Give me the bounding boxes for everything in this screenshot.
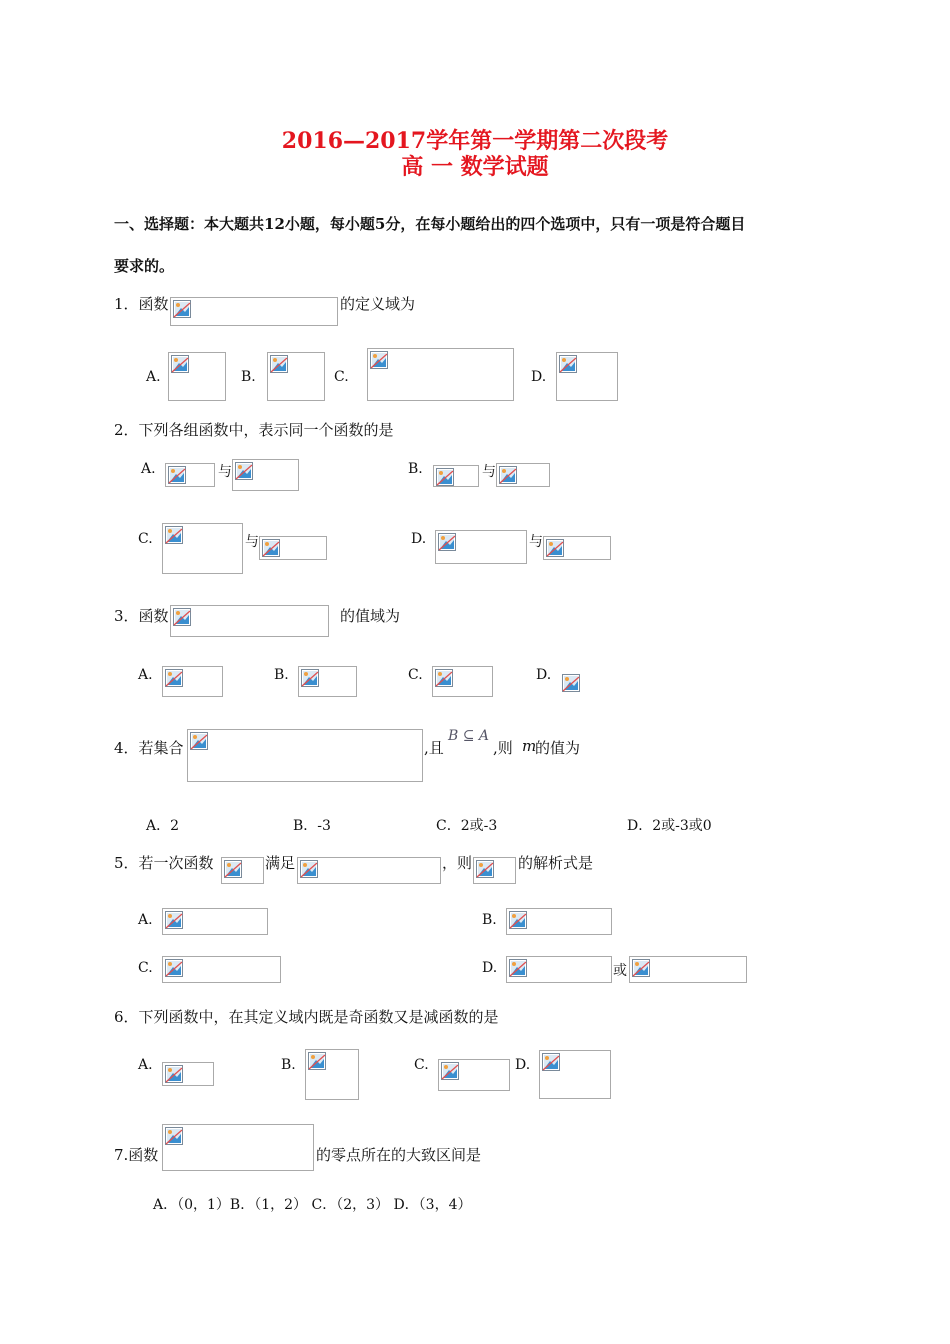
q1-option-a-label: A. (146, 369, 161, 385)
formula-image (496, 463, 550, 487)
formula-image (433, 465, 479, 487)
q4-stem-mid: ,且 (424, 739, 444, 757)
broken-image-icon (499, 466, 517, 484)
formula-image (221, 857, 264, 884)
q2-option-a-label: A. (141, 461, 156, 477)
q3-option-c-label: C. (408, 667, 423, 683)
q3-option-d-label: D. (536, 667, 552, 683)
formula-image (168, 352, 226, 401)
broken-image-icon (509, 959, 527, 977)
q4-option-b: B．-3 (293, 818, 331, 834)
q1-option-b-label: B. (241, 369, 256, 385)
joiner-text: 与 (482, 464, 496, 480)
broken-image-icon (173, 300, 191, 318)
q3-option-b-label: B. (274, 667, 289, 683)
q1-option-d-label: D. (531, 369, 547, 385)
broken-image-icon (546, 539, 564, 557)
broken-image-icon (308, 1052, 326, 1070)
q2-option-b-label: B. (408, 461, 423, 477)
broken-image-icon (562, 674, 580, 692)
formula-image (435, 530, 527, 564)
formula-image (473, 857, 516, 884)
q2-stem: 2．下列各组函数中，表示同一个函数的是 (114, 421, 394, 439)
broken-image-icon (476, 860, 494, 878)
formula-image (165, 463, 215, 487)
formula-image (297, 857, 441, 884)
q2-option-d-label: D. (411, 531, 427, 547)
formula-image (162, 523, 243, 574)
q5-option-c-label: C. (138, 960, 153, 976)
exam-subtitle: 高 一 数学试题 (401, 154, 549, 180)
q1-stem-end: 的定义域为 (340, 295, 416, 313)
or-text: 或 (613, 963, 627, 979)
broken-image-icon (436, 468, 454, 486)
broken-image-icon (168, 466, 186, 484)
formula-image (438, 1059, 510, 1091)
q6-option-c-label: C. (414, 1057, 429, 1073)
broken-image-icon (441, 1062, 459, 1080)
broken-image-icon (370, 351, 388, 369)
q1-option-c-label: C. (334, 369, 349, 385)
broken-image-icon (542, 1053, 560, 1071)
q7-stem-start: 7.函数 (114, 1146, 159, 1164)
broken-image-icon (300, 860, 318, 878)
broken-image-icon (165, 911, 183, 929)
formula-image (162, 1124, 314, 1171)
broken-image-icon (224, 860, 242, 878)
broken-image-icon (165, 959, 183, 977)
q4-option-a: A．2 (146, 818, 180, 834)
broken-image-icon (438, 533, 456, 551)
q6-option-d-label: D. (515, 1057, 531, 1073)
q3-stem-end: 的值域为 (340, 607, 401, 625)
formula-image (629, 956, 747, 983)
q5-stem-mid2: ，则 (442, 854, 473, 872)
q4-formula-subset: B ⊆ A (448, 728, 490, 744)
q6-stem: 6．下列函数中，在其定义域内既是奇函数又是减函数的是 (114, 1008, 499, 1026)
formula-image (162, 908, 268, 935)
formula-image (543, 536, 611, 560)
broken-image-icon (559, 355, 577, 373)
q4-stem-then: ,则 (493, 739, 513, 757)
formula-image (232, 459, 299, 491)
q1-stem-start: 1．函数 (114, 295, 169, 313)
q6-option-a-label: A. (138, 1057, 153, 1073)
formula-image (305, 1049, 359, 1100)
broken-image-icon (235, 462, 253, 480)
formula-image (539, 1050, 611, 1099)
formula-image (506, 956, 612, 983)
formula-image (170, 605, 329, 637)
q5-stem-start: 5．若一次函数 (114, 854, 214, 872)
q7-options: A．（0，1）B．（1，2） C．（2，3） D．（3，4） (153, 1197, 472, 1213)
broken-image-icon (301, 669, 319, 687)
broken-image-icon (171, 355, 189, 373)
formula-image (259, 536, 327, 560)
q6-option-b-label: B. (281, 1057, 296, 1073)
q5-option-b-label: B. (482, 912, 497, 928)
joiner-text: 与 (529, 534, 543, 550)
formula-image (298, 666, 357, 697)
q5-stem-end: 的解析式是 (518, 854, 594, 872)
formula-image (267, 352, 325, 401)
formula-image (162, 1062, 214, 1086)
q3-stem-start: 3．函数 (114, 607, 169, 625)
broken-image-icon (632, 959, 650, 977)
section-heading-line2: 要求的。 (114, 257, 175, 275)
joiner-text: 与 (218, 464, 232, 480)
formula-image (170, 297, 338, 326)
formula-image (162, 956, 281, 983)
q4-option-c: C．2或-3 (436, 818, 498, 834)
formula-image (367, 348, 514, 401)
q5-option-a-label: A. (138, 912, 153, 928)
broken-image-icon (190, 732, 208, 750)
broken-image-icon (165, 669, 183, 687)
formula-image (560, 672, 581, 693)
q7-stem-end: 的零点所在的大致区间是 (316, 1146, 482, 1164)
exam-title: 2016—2017学年第一学期第二次段考 (281, 128, 669, 154)
q4-variable: m (522, 737, 537, 755)
broken-image-icon (509, 911, 527, 929)
q3-option-a-label: A. (138, 667, 153, 683)
q5-option-d-label: D. (482, 960, 498, 976)
broken-image-icon (165, 526, 183, 544)
formula-image (556, 352, 618, 401)
broken-image-icon (165, 1065, 183, 1083)
formula-image (432, 666, 493, 697)
q2-option-c-label: C. (138, 531, 153, 547)
broken-image-icon (165, 1127, 183, 1145)
joiner-text: 与 (245, 534, 259, 550)
broken-image-icon (270, 355, 288, 373)
section-heading-line1: 一、选择题：本大题共12小题，每小题5分，在每小题给出的四个选项中，只有一项是符合题目 (114, 215, 746, 233)
q4-option-d: D．2或-3或0 (627, 818, 712, 834)
q5-stem-mid: 满足 (265, 854, 296, 872)
broken-image-icon (262, 539, 280, 557)
formula-image (187, 729, 423, 782)
q4-stem-end: 的值为 (535, 739, 581, 757)
q4-stem-start: 4．若集合 (114, 739, 184, 757)
broken-image-icon (173, 608, 191, 626)
formula-image (506, 908, 612, 935)
formula-image (162, 666, 223, 697)
broken-image-icon (435, 669, 453, 687)
